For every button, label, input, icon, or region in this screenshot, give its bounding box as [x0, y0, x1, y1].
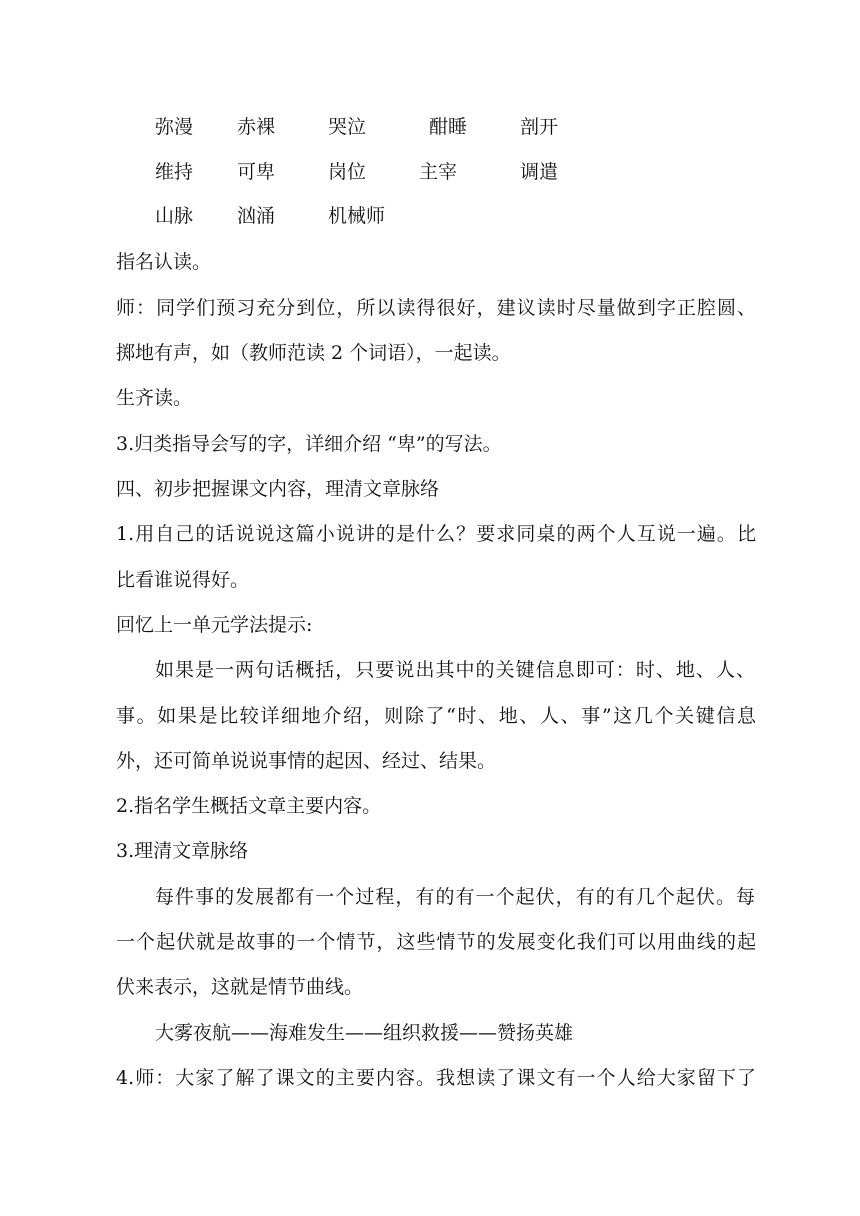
vocab-word: 维持 — [155, 161, 194, 183]
paragraph-line: 生齐读。 — [116, 387, 193, 409]
paragraph-line: 掷地有声，如（教师范读 2 个词语），一起读。 — [116, 342, 511, 364]
paragraph-line: 4.师：大家了解了课文的主要内容。我想读了课文有一个人给大家留下了 — [116, 1067, 756, 1089]
vocab-row-1 — [0, 112, 860, 142]
paragraph-line: 回忆上一单元学法提示: — [116, 614, 313, 636]
paragraph-line: 指名认读。 — [116, 251, 212, 273]
vocab-word: 山脉 — [155, 205, 194, 227]
paragraph-line: 伏来表示，这就是情节曲线。 — [116, 976, 364, 998]
paragraph-line: 外，还可简单说说事情的起因、经过、结果。 — [116, 750, 497, 772]
vocab-word: 调遣 — [520, 161, 559, 183]
paragraph-line: 3.理清文章脉络 — [116, 840, 249, 862]
paragraph-line: 3.归类指导会写的字，详细介绍 “卑”的写法。 — [116, 433, 502, 455]
vocab-word: 主宰 — [419, 161, 458, 183]
vocab-word: 赤裸 — [237, 116, 276, 138]
vocab-row-2 — [0, 157, 860, 187]
section-heading: 四、初步把握课文内容，理清文章脉络 — [116, 478, 440, 500]
paragraph-line: 1.用自己的话说说这篇小说讲的是什么？要求同桌的两个人互说一遍。比 — [116, 523, 756, 545]
vocab-word: 剖开 — [520, 116, 559, 138]
paragraph-line: 一个起伏就是故事的一个情节，这些情节的发展变化我们可以用曲线的起 — [116, 931, 756, 953]
vocab-row-3 — [0, 201, 860, 231]
paragraph-line: 师：同学们预习充分到位，所以读得很好，建议读时尽量做到字正腔圆、 — [116, 297, 756, 319]
vocab-word: 酣睡 — [429, 116, 468, 138]
paragraph-line: 事。如果是比较详细地介绍，则除了“时、地、人、事”这几个关键信息 — [116, 705, 756, 727]
paragraph-line: 每件事的发展都有一个过程，有的有一个起伏，有的有几个起伏。每 — [155, 886, 755, 908]
paragraph-line: 如果是一两句话概括，只要说出其中的关键信息即可：时、地、人、 — [155, 659, 755, 681]
vocab-word: 岗位 — [328, 161, 367, 183]
vocab-word: 可卑 — [237, 161, 276, 183]
vocab-word: 机械师 — [328, 205, 386, 227]
plot-curve-line: 大雾夜航——海难发生——组织救援——赞扬英雄 — [155, 1022, 574, 1044]
vocab-word: 弥漫 — [155, 116, 194, 138]
paragraph-line: 2.指名学生概括文章主要内容。 — [116, 795, 382, 817]
vocab-word: 汹涌 — [237, 205, 276, 227]
paragraph-line: 比看谁说得好。 — [116, 569, 250, 591]
vocab-word: 哭泣 — [328, 116, 367, 138]
